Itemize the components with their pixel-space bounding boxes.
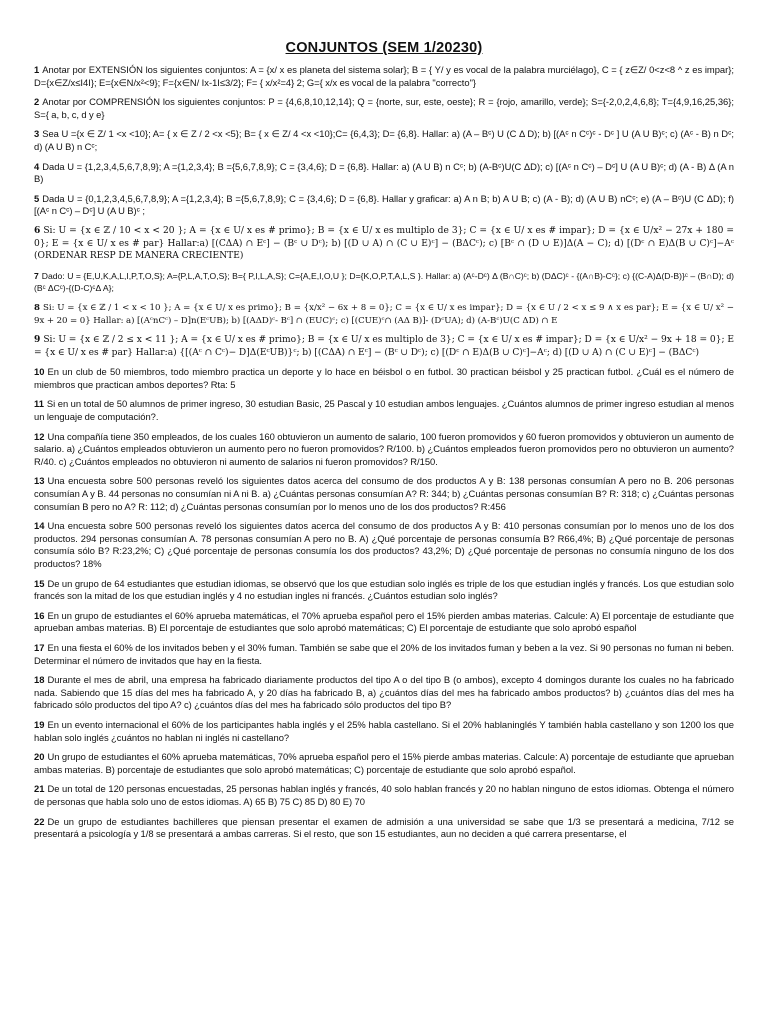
exercise-number: 16 <box>34 609 45 621</box>
exercise-text: Anotar por COMPRENSIÓN los siguientes conjuntos: P = {4,6,8,10,12,14}; Q = {norte, sur, este, oeste}; R = {rojo, amarillo, verde}; S={-2,0,2,4,6,8}; T={4,9,16,25,36}; S={ a, b, c, d y e} <box>34 96 734 120</box>
exercise-text: Si en un total de 50 alumnos de primer ingreso, 30 estudian Basic, 25 Pascal y 10 estudian ambos lenguajes. ¿Cuántos alumnos de primer ingreso estudian al menos un lenguaje de computación?. <box>34 398 734 423</box>
exercise-text: Una encuesta sobre 500 personas reveló los siguientes datos acerca del consumo de dos productos A y B: 138 personas consumían A pero no B. 206 personas consumían A y B. 44 personas no consumían ni A ni B. a) ¿Cuántas personas consumían A? R: 344; b) ¿Cuántas personas consumían B? R: 318; c) ¿Cuántas personas consumían B pero no A? R: 112; d) ¿Cuántas personas consumían por lo menos uno de los dos productos? R:456 <box>34 475 734 512</box>
exercise-number: 21 <box>34 783 45 795</box>
exercise-item <box>34 270 734 295</box>
exercise-item <box>34 64 734 89</box>
exercise-text: De un grupo de estudiantes bachilleres que piensan presentar el examen de admisión a una universidad se sabe que 1/3 se presentará a medicina, 7/12 se presentará a psicología y 1/8 se presentará a ambas carreras. Si el resto, que son 15 estudiantes, aun no deciden a qué carrera presentarse, el <box>34 815 734 840</box>
exercise-text: Un grupo de estudiantes el 60% aprueba matemáticas, 70% aprueba español pero el 15% pierde ambas materias. Calcule: A) porcentaje de estudiante que aprueban ambas materias. B) porcentaje de estudiantes que solo aprobó matemáticas; C) porcentaje de estudiante que solo aprobó español. <box>34 751 734 775</box>
exercise-item <box>34 719 734 744</box>
exercise-number: 14 <box>34 520 45 532</box>
exercise-text: Dada U = {1,2,3,4,5,6,7,8,9}; A ={1,2,3,4}; B ={5,6,7,8,9}; C = {3,4,6}; D = {6,8}. Hallar: a) (A U B) n Cᶜ; b) (A-Bᶜ)U(C ΔD); c) [(Aᶜ n Cᶜ) – Dᶜ] U (A U B)ᶜ; d) (A - B) Δ (A n B) <box>34 160 734 185</box>
exercise-number: 1 <box>34 64 40 75</box>
exercise-text: En una fiesta el 60% de los invitados beben y el 30% fuman. También se sabe que el 20% de los invitados fuman y beben a la vez. Si 90 personas no fuman ni beben. Determinar el número de invitados que hay en la fiesta. <box>34 641 734 666</box>
exercise-text: Dada U = {0,1,2,3,4,5,6,7,8,9}; A ={1,2,3,4}; B ={5,6,7,8,9}; C = {3,4,6}; D = {6,8}. Hallar y graficar: a) A n B; b) A U B; c) (A - B); d) (A U B) nCᶜ; e) (A – Bᶜ)U (C ΔD); f) [(Aᶜ n Cᶜ) – Dᶜ] U (A U B)ᶜ ; <box>34 192 734 217</box>
exercise-item <box>34 520 734 570</box>
exercise-text: Anotar por EXTENSIÓN los siguientes conjuntos: A = {x/ x es planeta del sistema solar}; B = { Y/ y es vocal de la palabra murciélago}, C = { z∈Z/ 0<z<8 ^ z es impar}; D={x∈Z/x≤I4I}; E={x∈N/x²<9}; F={x∈N/ Ix-1I≤3/2}; F= { x/x²=4} 2; G={ x/x es vocal de la palabra "correcto"} <box>34 64 734 88</box>
exercise-number: 8 <box>34 302 40 313</box>
exercise-text: Sea U ={x ∈ Z/ 1 <x <10}; A= { x ∈ Z / 2 <x <5}; B= { x ∈ Z/ 4 <x <10};C= {6,4,3}; D= {6,8}. Hallar: a) (A – Bᶜ) U (C Δ D); b) [(Aᶜ n Cᶜ)ᶜ - Dᶜ ] U (A U B)ᶜ; c) (Aᶜ - B) n Dᶜ; d) (A U B) n Cᶜ; <box>34 128 734 152</box>
exercise-text: Durante el mes de abril, una empresa ha fabricado diariamente productos del tipo A o del tipo B (o ambos), excepto 4 domingos durante los cuales no ha fabricado nada. Sabiendo que 15 días del mes ha fabricado A, y 20 días ha fabricado B, a) ¿cuántos días del mes ha fabricado ambos productos? b) ¿cuántos días del mes ha fabricado sólo productos del tipo A? c) ¿cuántos días del mes ha fabricado sólo productos del tipo B? <box>34 674 734 711</box>
exercise-item <box>34 334 734 359</box>
exercise-number: 11 <box>34 398 44 410</box>
exercise-text: En un evento internacional el 60% de los participantes habla inglés y el 25% habla castellano. Si el 20% hablaninglés Y también habla castellano y son 1200 los que hablan solo inglés ¿cuántos no hablan ni inglés ni castellano? <box>34 718 734 743</box>
exercise-number: 18 <box>34 674 45 686</box>
exercise-text: Si: U = {x ∈ ℤ / 2 ≤ x < 11 }; A = {x ∈ U/ x es # primo}; B = {x ∈ U/ x es multiplo de 3}; C = {x ∈ U/ x es # impar}; D = {x ∈ U/x² − 9x + 18 = 0}; E = {x ∈ U/ x es # par} Hallar:a) {[(Aᶜ ∩ Cᶜ)− D]Δ(EᶜUB)}ᶜ; b) [(CΔA) ∩ Eᶜ] − (Bᶜ ∪ Dᶜ); c) [(Dᶜ ∩ E)Δ(B ∪ C)ᶜ]−Aᶜ; d) [(D ∪ A) ∩ (C ∪ E)ᶜ] − (BΔCᶜ) <box>34 335 734 358</box>
exercise-item <box>34 674 734 712</box>
exercise-number: 20 <box>34 751 45 763</box>
exercise-item <box>34 783 734 808</box>
exercise-item <box>34 431 734 469</box>
exercise-text: En un grupo de estudiantes el 60% aprueba matemáticas, el 70% aprueba español pero el 15% pierden ambas materias. Calcule: A) El porcentaje de estudiante que aprueban ambas materias. B) El porcentaje de estudiantes que solo aprobó matemáticas; C) El porcentaje de estudiante que solo aprobó español <box>34 609 734 634</box>
exercise-number: 6 <box>34 224 41 236</box>
exercise-text: Una compañía tiene 350 empleados, de los cuales 160 obtuvieron un aumento de salario, 100 fueron promovidos y 60 fueron promovidos y obtuvieron un aumento de salario. a) ¿Cuántos empleados obtuvieron un aumento pero no fueron promovidos? R/100. b) ¿Cuántos empleados fueron promovidos pero no obtuvieron un aumento? R/40. c) ¿Cuántos empleados no obtuvieron ni aumento de salarios ni fueron promovidos? R/150. <box>34 430 734 467</box>
exercise-item <box>34 193 734 218</box>
exercise-number: 3 <box>34 128 40 140</box>
exercise-item <box>34 96 734 121</box>
exercise-text: De un grupo de 64 estudiantes que estudian idiomas, se observó que los que estudian solo inglés es triple de los que estudian inglés y francés. Los que estudian solo francés son la mitad de los que estudian inglés y 4 no estudian ingles ni francés. ¿Cuántos estudian solo inglés? <box>34 577 734 602</box>
exercise-item <box>34 610 734 635</box>
exercise-number: 15 <box>34 577 45 589</box>
exercise-number: 10 <box>34 366 45 378</box>
exercise-text: Si: U = {x ∈ ℤ / 1 < x < 10 }; A = {x ∈ U/ x es primo}; B = {x/x² − 6x + 8 = 0}; C = {x ∈ U/ x es impar}; D = {x ∈ U / 2 < x ≤ 9 ∧ x es par}; E = {x ∈ U/ x² − 9x + 20 = 0} Hallar: a) [(AᶜnCᶜ) – D]n(EᶜUB); b) [(AΔD)ᶜ- Bᶜ] ∩ (EUC)ᶜ; c) [(CUE)ᶜ∩ (AΔ B)]- (DᶜUA); d) (A-Bᶜ)U(C ΔD) ∩ E <box>34 302 734 326</box>
exercise-item <box>34 578 734 603</box>
exercise-number: 7 <box>34 270 39 281</box>
exercise-item <box>34 161 734 186</box>
exercise-text: Dado: U = {E,U,K,A,L,I,P,T,O,S}; A={P,L,A,T,O,S}; B={ P,I,L,A,S}; C={A,E,I,O,U }; D={K,O,P,T,A,L,S }. Hallar: a) (Aᶜ-Dᶜ) Δ (B∩C)ᶜ; b) (DΔC)ᶜ - {(A∩B)-Cᶜ}; c) {(C-A)Δ(D-B)}ᶜ – (B∩D); d) (Bᶜ ΔCᶜ)-{(D-C)ᶜΔ A}; <box>34 270 734 294</box>
exercise-item <box>34 302 734 327</box>
exercise-number: 2 <box>34 96 40 108</box>
exercise-number: 13 <box>34 475 45 487</box>
exercise-number: 19 <box>34 718 45 730</box>
exercise-text: En un club de 50 miembros, todo miembro practica un deporte y lo hace en béisbol o en futbol. 30 practican béisbol y 25 practican futbol. ¿Cuál es el número de miembros que practican ambos deportes? Rta: 5 <box>34 366 734 390</box>
exercise-item <box>34 475 734 513</box>
document-title: CONJUNTOS (SEM 1/20230) <box>285 40 483 56</box>
exercise-number: 17 <box>34 641 45 653</box>
exercise-number: 12 <box>34 430 45 442</box>
exercise-list <box>34 64 734 841</box>
exercise-item <box>34 751 734 776</box>
exercise-text: Una encuesta sobre 500 personas reveló los siguientes datos acerca del consumo de dos productos A y B: 410 personas consumían por lo menos uno de los dos productos. 294 personas consumían A. 78 personas consumían A pero no B. A) ¿Qué porcentaje de personas consumía B? R66,4%; B) ¿Qué porcentaje de personas consumía sólo B? R:23,2%; C) ¿Qué porcentaje de personas consumía los dos productos? 43,2%; D) ¿Qué porcentaje de personas no consumía ninguno de los dos productos? 18% <box>34 520 734 569</box>
exercise-item <box>34 816 734 841</box>
exercise-item <box>34 128 734 153</box>
exercise-number: 4 <box>34 160 40 172</box>
exercise-text: Si: U = {x ∈ ℤ / 10 < x < 20 }; A = {x ∈ U/ x es # primo}; B = {x ∈ U/ x es multiplo de 3}; C = {x ∈ U/ x es # impar}; D = {x ∈ U/x² − 27x + 180 = 0}; E = {x ∈ U/ x es # par} Hallar:a) [(CΔA) ∩ Eᶜ] − (Bᶜ ∪ Dᶜ); b) [(D ∪ A) ∩ (C ∪ E)ᶜ] − (BΔCᶜ); c) [Bᶜ ∩ (D ∪ E)]Δ(A − C); d) [(Dᶜ ∩ E)Δ(B ∪ C)ᶜ]−Aᶜ (ORDENAR RESP DE MANERA CRECIENTE) <box>34 225 734 262</box>
exercise-item <box>34 225 734 263</box>
exercise-item <box>34 366 734 391</box>
exercise-number: 9 <box>34 334 41 346</box>
exercise-number: 22 <box>34 815 45 827</box>
exercise-text: De un total de 120 personas encuestadas, 25 personas hablan inglés y francés, 40 solo hablan francés y 20 no hablan ninguno de estos idiomas. Obtenga el número de personas que habla solo uno de estos idiomas. A) 65 B) 75 C) 85 D) 80 E) 70 <box>34 783 734 807</box>
exercise-number: 5 <box>34 192 40 204</box>
exercise-item <box>34 642 734 667</box>
exercise-item <box>34 398 734 423</box>
